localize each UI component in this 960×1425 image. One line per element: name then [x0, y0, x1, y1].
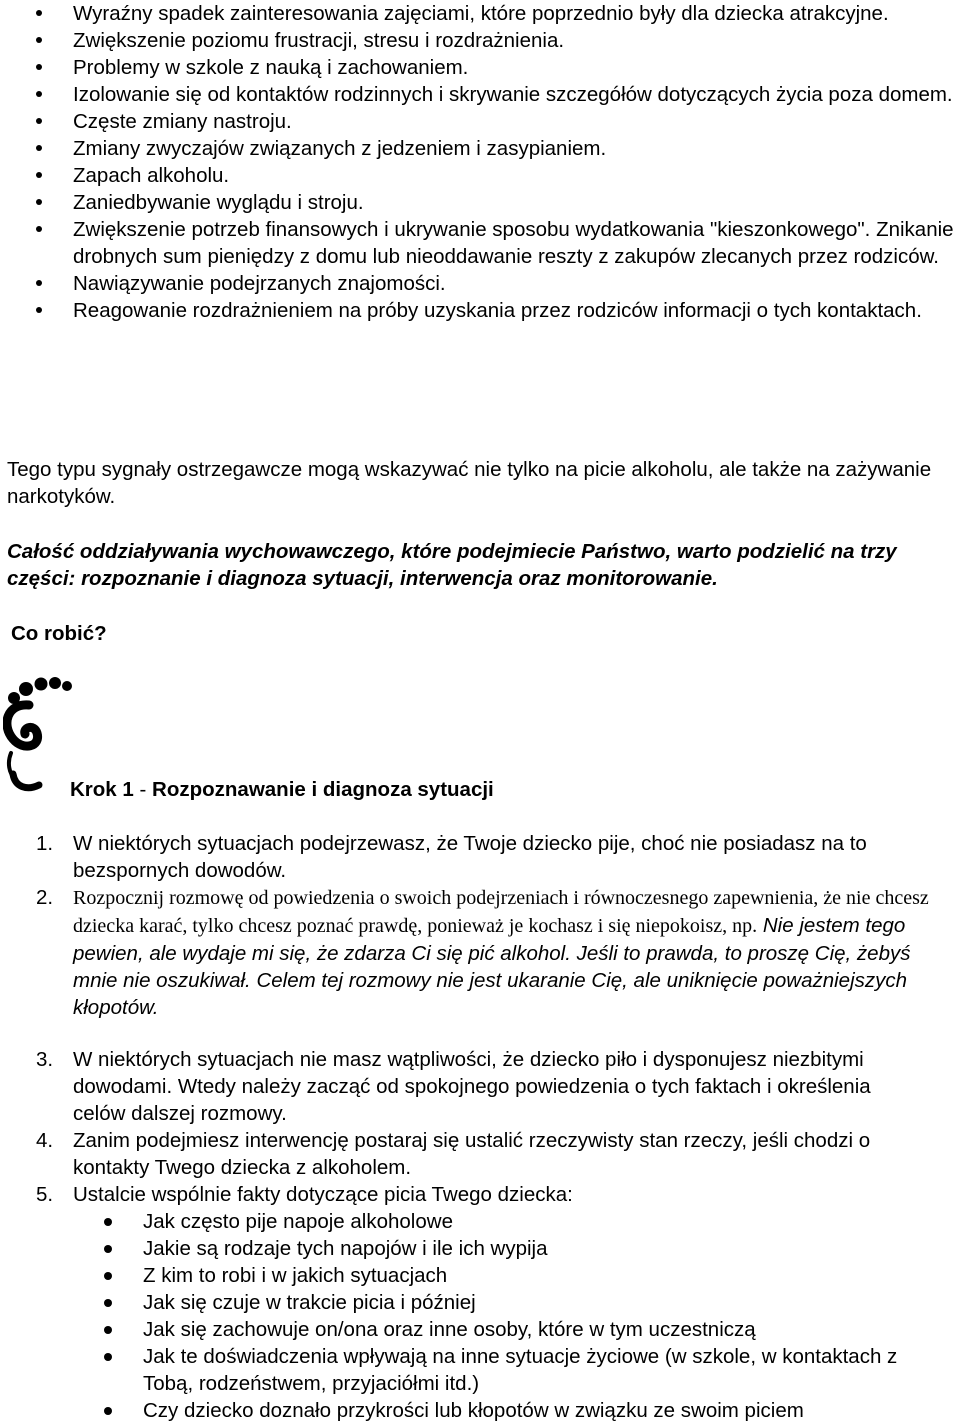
- list-item: Jak te doświadczenia wpływają na inne sytuacje życiowe (w szkole, w kontaktach z Tobą, rodzeństwem, przyjaciółmi itd.): [73, 1343, 960, 1397]
- bullet-icon: [36, 10, 42, 16]
- bullet-icon: [36, 37, 42, 43]
- bullet-icon: [36, 172, 42, 178]
- list-item: 5. Ustalcie wspólnie fakty dotyczące picia Twego dziecka: Jak często pije napoje alkoholowe Jakie są rodzaje tych napojów i ile ich wypija Z kim to robi i w jakich sytuacjach Jak się czuje w trakcie picia i później Jak się zachowuje on/ona oraz inne osoby, które w tym uczestniczą Jak te doświadczenia wpływają na inne sytuacje życiowe (w szkole, w kontaktach z Tobą, rodzeństwem, przyjaciółmi itd.) Czy dziecko doznało przykrości lub kłopotów w związku ze swoim piciem: [0, 1181, 960, 1424]
- bullet-icon: [36, 145, 42, 151]
- list-item: 4. Zanim podejmiesz interwencję postaraj się ustalić rzeczywisty stan rzeczy, jeśli chodzi o kontakty Twego dziecka z alkoholem.: [36, 1129, 871, 1179]
- warning-note: Tego typu sygnały ostrzegawcze mogą wskazywać nie tylko na picie alkoholu, ale także na zażywanie narkotyków.: [7, 458, 932, 508]
- list-item: Reagowanie rozdrażnieniem na próby uzyskania przez rodziców informacji o tych kontaktach.: [0, 297, 955, 324]
- list-item: Zapach alkoholu.: [0, 162, 955, 189]
- footprint-icon: [3, 673, 75, 803]
- steps-list-a: [0, 830, 960, 1021]
- list-item: Czy dziecko doznało przykrości lub kłopotów w związku ze swoim piciem: [73, 1397, 960, 1424]
- list-item: Zwiększenie poziomu frustracji, stresu i rozdrażnienia.: [0, 27, 955, 54]
- bullet-icon: [36, 199, 42, 205]
- bullet-icon: [36, 226, 42, 232]
- list-item: Izolowanie się od kontaktów rodzinnych i skrywanie szczegółów dotyczących życia poza domem.: [0, 81, 955, 108]
- list-item: Jak się czuje w trakcie picia i później: [73, 1289, 960, 1316]
- bullet-icon: [36, 118, 42, 124]
- bullet-icon: [104, 1218, 112, 1226]
- list-item: 3. W niektórych sytuacjach nie masz wątpliwości, że dziecko piło i dysponujesz niezbitymi dowodami. Wtedy należy zacząć od spokojnego powiedzenia o tych faktach i określenia celów dalszej rozmowy.: [36, 1048, 871, 1125]
- bullet-icon: [36, 280, 42, 286]
- list-item: Jak często pije napoje alkoholowe: [73, 1208, 960, 1235]
- bullet-icon: [104, 1353, 112, 1361]
- list-item: Nawiązywanie podejrzanych znajomości.: [0, 270, 955, 297]
- list-item: 1. W niektórych sytuacjach podejrzewasz, że Twoje dziecko pije, choć nie posiadasz na to bezspornych dowodów.: [36, 832, 867, 882]
- list-item: Zmiany zwyczajów związanych z jedzeniem i zasypianiem.: [0, 135, 955, 162]
- what-to-do-heading: Co robić?: [11, 622, 107, 645]
- list-item: 2. Rozpocznij rozmowę od powiedzenia o swoich podejrzeniach i równoczesnego zapewnienia, że nie chcesz dziecka karać, tylko chcesz poznać prawdę, ponieważ je kochasz i się niepokoisz, np. Nie jestem tego pewien, ale wydaje mi się, że zdarza Ci się pić alkohol. Jeśli to prawda, to proszę Cię, żebyś mnie nie oszukiwał. Celem tej rozmowy nie jest ukaranie Cię, ale uniknięcie poważniejszych kłopotów.: [36, 886, 929, 1019]
- list-item: Problemy w szkole z nauką i zachowaniem.: [0, 54, 955, 81]
- steps-list-b: [0, 1046, 960, 1424]
- list-item: Wyraźny spadek zainteresowania zajęciami, które poprzednio były dla dziecka atrakcyjne.: [0, 0, 955, 27]
- bullet-icon: [104, 1272, 112, 1280]
- list-item: Z kim to robi i w jakich sytuacjach: [73, 1262, 960, 1289]
- list-item: Jakie są rodzaje tych napojów i ile ich wypija: [73, 1235, 960, 1262]
- list-item: Jak się zachowuje on/ona oraz inne osoby, które w tym uczestniczą: [73, 1316, 960, 1343]
- warning-signs-list: [0, 0, 955, 324]
- bullet-icon: [36, 91, 42, 97]
- bullet-icon: [36, 64, 42, 70]
- bullet-icon: [36, 307, 42, 313]
- facts-list: [73, 1208, 960, 1424]
- intervention-note: Całość oddziaływania wychowawczego, które podejmiecie Państwo, warto podzielić na trzy części: rozpoznanie i diagnoza sytuacji, interwencja oraz monitorowanie.: [7, 540, 897, 590]
- bullet-icon: [104, 1245, 112, 1253]
- bullet-icon: [104, 1326, 112, 1334]
- list-item: Zaniedbywanie wyglądu i stroju.: [0, 189, 955, 216]
- step-heading: Krok 1 - Rozpoznawanie i diagnoza sytuacji: [70, 778, 494, 801]
- list-item: Zwiększenie potrzeb finansowych i ukrywanie sposobu wydatkowania "kieszonkowego". Znikanie drobnych sum pieniędzy z domu lub nieoddawanie reszty z zakupów zlecanych przez rodziców.: [0, 216, 955, 270]
- bullet-icon: [104, 1299, 112, 1307]
- bullet-icon: [104, 1407, 112, 1415]
- list-item: Częste zmiany nastroju.: [0, 108, 955, 135]
